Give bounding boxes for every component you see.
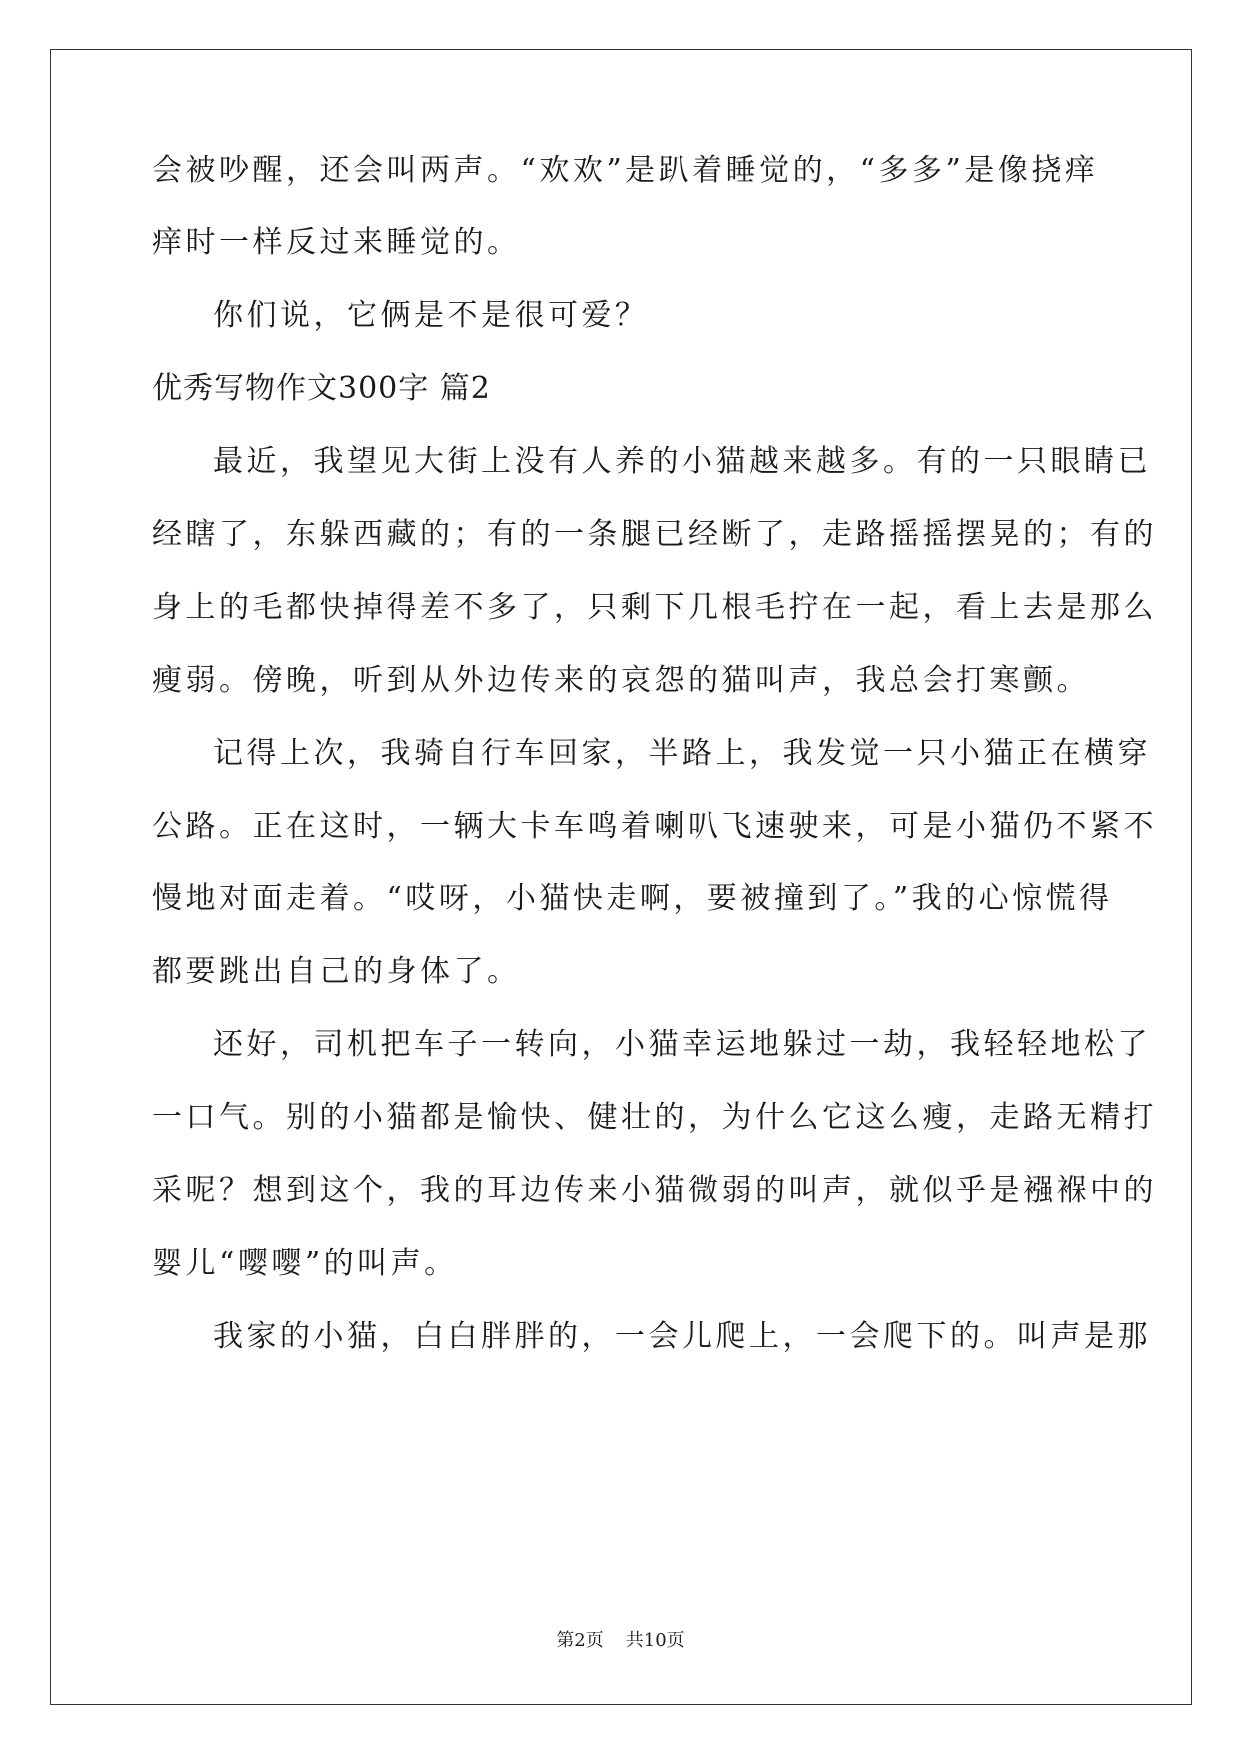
text-line: 身上的毛都快掉得差不多了，只剩下几根毛拧在一起，看上去是那么 bbox=[152, 590, 1157, 625]
text-line: 痒时一样反过来睡觉的。 bbox=[152, 225, 521, 260]
text-line: 公路。正在这时，一辆大卡车鸣着喇叭飞速驶来，可是小猫仍不紧不 bbox=[152, 809, 1157, 844]
text-line: 我家的小猫，白白胖胖的，一会儿爬上，一会爬下的。叫声是那 bbox=[213, 1319, 1151, 1354]
section-heading: 优秀写物作文300字 篇2 bbox=[152, 371, 491, 406]
text-line: 经瞎了，东躲西藏的；有的一条腿已经断了，走路摇摇摆晃的；有的 bbox=[152, 517, 1157, 552]
page-footer bbox=[0, 1629, 1241, 1653]
text-line: 最近，我望见大街上没有人养的小猫越来越多。有的一只眼睛已 bbox=[213, 444, 1151, 479]
page-total: 共10页 bbox=[625, 1630, 685, 1651]
text-line: 一口气。别的小猫都是愉快、健壮的，为什么它这么瘦，走路无精打 bbox=[152, 1100, 1157, 1135]
text-line: 婴儿“嘤嘤”的叫声。 bbox=[152, 1246, 458, 1281]
text-line: 还好，司机把车子一转向，小猫幸运地躲过一劫，我轻轻地松了 bbox=[213, 1027, 1151, 1062]
page-number: 第2页 bbox=[556, 1630, 604, 1651]
text-line: 慢地对面走着。“哎呀，小猫快走啊，要被撞到了。”我的心惊慌得 bbox=[152, 881, 1113, 916]
text-line: 你们说，它俩是不是很可爱？ bbox=[213, 298, 649, 333]
text-line: 瘦弱。傍晚，听到从外边传来的哀怨的猫叫声，我总会打寒颤。 bbox=[152, 663, 1090, 698]
text-line: 记得上次，我骑自行车回家，半路上，我发觉一只小猫正在横穿 bbox=[213, 736, 1151, 771]
text-line: 采呢？想到这个，我的耳边传来小猫微弱的叫声，就似乎是襁褓中的 bbox=[152, 1173, 1157, 1208]
text-line: 会被吵醒，还会叫两声。“欢欢”是趴着睡觉的，“多多”是像挠痒 bbox=[152, 153, 1099, 188]
text-line: 都要跳出自己的身体了。 bbox=[152, 954, 521, 989]
